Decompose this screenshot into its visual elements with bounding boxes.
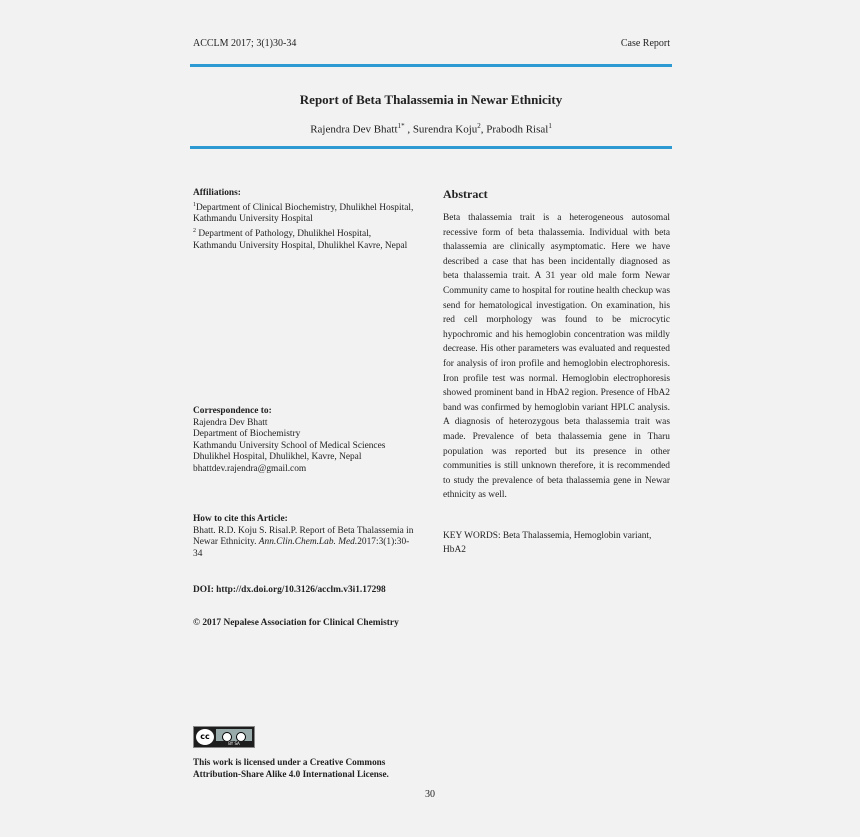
citation-journal: Ann.Clin.Chem.Lab. Med. xyxy=(258,537,358,548)
correspondence-line: Kathmandu University School of Medical Sciences xyxy=(193,440,386,451)
correspondence-line: Department of Biochemistry xyxy=(193,429,301,440)
doi-link[interactable]: DOI: http://dx.doi.org/10.3126/acclm.v3i1.17298 xyxy=(193,585,386,595)
correspondence-block xyxy=(193,406,415,476)
cc-bar xyxy=(216,729,252,741)
bottom-rule xyxy=(190,146,672,149)
author-name: Surendra Koju xyxy=(412,123,478,136)
affiliation-text: Department of Pathology, Dhulikhel Hospital, Kathmandu University Hospital, Dhulikhel Kavre, Nepal xyxy=(193,229,408,251)
author-sup: 2 xyxy=(477,122,481,130)
abstract-text: Beta thalassemia trait is a heterogeneous autosomal recessive form of beta thalassemia. Individual with beta thalassemia are clinically asymptomatic. Here we have described a case that has been incidentally diagnosed as beta thalassemia trait. A 31 year old male form Newar Community came to hospital for routine health checkup was send for hematological investigation. On examination, his red cell morphology was found to be microcytic hypochromic and his hemoglobin concentration was mildly decrease. His other parameters was evaluated and requested for analysis of iron profile and hemoglobin electrophoresis. Iron profile test was normal. Hemoglobin electrophoresis showed prominent band in HbA2 region. Presence of HbA2 band was confirmed by hemoglobin variant HPLC analysis. A diagnosis of heterozygous beta thalassemia trait was made. Prevalence of beta thalassemia gene in Tharu population was reported but its presence in other communities is still unknown therefore, it is recommended to study the prevalence of beta thalassemia gene in Newar ethnicity as well. xyxy=(443,213,670,501)
article-title: Report of Beta Thalassemia in Newar Ethnicity xyxy=(299,92,563,107)
author-sup: 1 xyxy=(548,122,552,130)
abstract-heading: Abstract xyxy=(443,187,488,201)
creative-commons-badge[interactable] xyxy=(193,726,255,748)
author-sup: 1* xyxy=(397,122,405,130)
license-text: This work is licensed under a Creative Commons Attribution-Share Alike 4.0 International License. xyxy=(193,757,389,779)
citation-volume: 2017:3(1):30-34 xyxy=(193,537,410,559)
affiliations-heading: Affiliations: xyxy=(193,188,241,198)
copyright-line: © 2017 Nepalese Association for Clinical Chemistry xyxy=(193,618,399,628)
affiliation-sup: 1 xyxy=(193,201,196,208)
article-type-header: Case Report xyxy=(620,38,670,49)
cc-icon: cc xyxy=(196,729,214,745)
cc-badge-label: BY SA xyxy=(216,741,252,747)
top-rule xyxy=(190,64,672,67)
author-name: Prabodh Risal xyxy=(486,123,549,136)
page-number: 30 xyxy=(425,789,435,800)
affiliations-block xyxy=(193,188,415,252)
citation-block xyxy=(193,514,415,560)
citation-text: Bhatt. R.D. Koju S. Risal.P. Report of Beta Thalassemia in Newar Ethnicity. xyxy=(193,525,414,548)
journal-citation-header: ACCLM 2017; 3(1)30-34 xyxy=(193,38,297,49)
correspondence-line: Rajendra Dev Bhatt xyxy=(193,417,268,428)
correspondence-heading: Correspondence to: xyxy=(193,406,272,416)
author-name: Rajendra Dev Bhatt xyxy=(310,123,398,136)
correspondence-email[interactable]: bhattdev.rajendra@gmail.com xyxy=(193,463,307,474)
author-line: Rajendra Dev Bhatt$^{1*}$ , Surendra Koju$^2$, Prabodh Risal$^1$ xyxy=(310,122,552,136)
correspondence-line: Dhulikhel Hospital, Dhulikhel, Kavre, Nepal xyxy=(193,452,362,463)
affiliation-sup: 2 xyxy=(193,227,196,234)
affiliation-text: Department of Clinical Biochemistry, Dhulikhel Hospital, Kathmandu University Hospital xyxy=(193,202,414,225)
citation-heading: How to cite this Article: xyxy=(193,514,288,524)
keywords: KEY WORDS: Beta Thalassemia, Hemoglobin variant, HbA2 xyxy=(443,531,652,555)
